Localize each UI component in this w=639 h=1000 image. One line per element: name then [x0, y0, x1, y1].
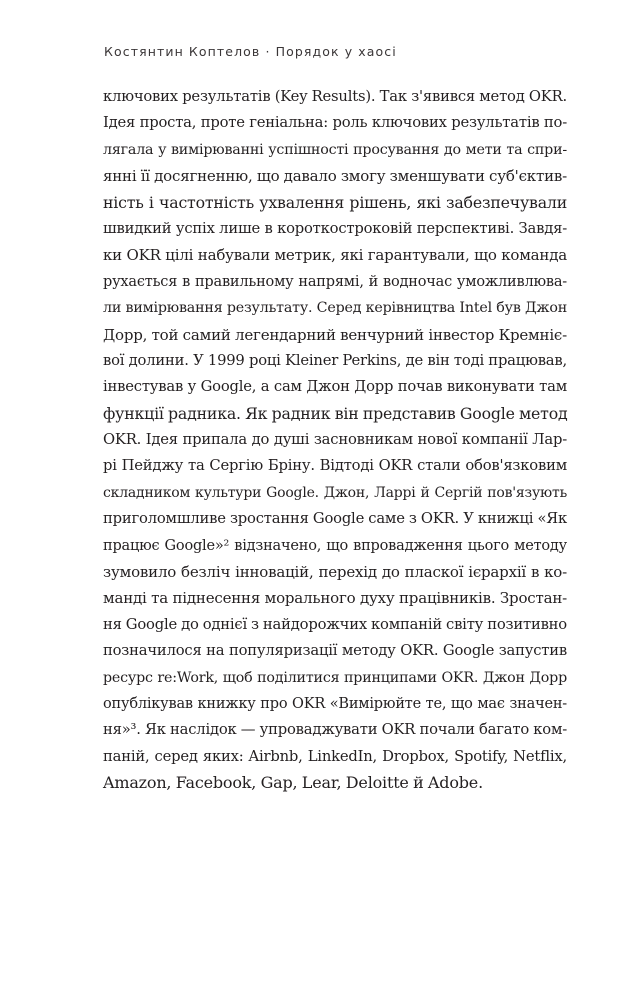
text-line-last: Amazon, Facebook, Gap, Lear, Deloitte й Adobe.: [103, 773, 483, 793]
text-line: ки OKR цілі набували метрик, які гарантували, що команда: [103, 246, 567, 265]
text-line: інвестував у Google, а сам Джон Дорр почав виконувати там: [103, 378, 567, 396]
text-line: рі Пейджу та Сергію Бріну. Відтоді OKR стали обов'язковим: [103, 457, 567, 475]
text-line: паній, серед яких: Airbnb, LinkedIn, Dropbox, Spotify, Netflix,: [103, 747, 567, 765]
text-line: манді та піднесення морального духу працівників. Зростан-: [103, 589, 567, 608]
text-line: янні її досягненню, що давало змогу зменшувати суб'єктив-: [103, 167, 567, 186]
text-line: OKR. Ідея припала до душі засновникам нової компанії Лар-: [103, 431, 567, 449]
text-line: позначилося на популяризації методу OKR. Google запустив: [103, 642, 567, 660]
text-line: ня»³. Як наслідок — упроваджувати OKR почали багато ком-: [103, 721, 567, 739]
text-line: приголомшливе зростання Google саме з OKR. У книжці «Як: [103, 510, 567, 528]
text-line: Дорр, той самий легендарний венчурний інвестор Кремніє-: [103, 325, 567, 344]
text-line: вої долини. У 1999 році Kleiner Perkins, де він тоді працював,: [103, 351, 567, 369]
text-line: працює Google»² відзначено, що впровадження цього методу: [103, 537, 567, 554]
text-line: зумовило безліч інновацій, перехід до пласкої ієрархії в ко-: [103, 563, 567, 582]
text-line: ресурс re:Work, щоб поділитися принципами OKR. Джон Дорр: [103, 669, 567, 686]
text-line: складником культури Google. Джон, Ларрі й Сергій пов'язують: [103, 484, 567, 501]
text-line: опублікував книжку про OKR «Вимірюйте те, що має значен-: [103, 695, 567, 712]
text-line: Ідея проста, проте геніальна: роль ключових результатів по-: [103, 114, 567, 132]
text-line: рухається в правильному напрямі, й водночас уможливлюва-: [103, 273, 567, 290]
text-line: ність і частотність ухвалення рішень, які забезпечували: [103, 192, 567, 212]
text-line: ли вимірювання результату. Серед керівництва Intel був Джон: [103, 300, 567, 317]
text-line: ня Google до однієї з найдорожчих компаній світу позитивно: [103, 615, 567, 633]
text-line: ключових результатів (Key Results). Так з'явився метод OKR.: [103, 88, 567, 105]
text-line: функції радника. Як радник він представив Google метод: [103, 403, 568, 423]
text-line: швидкий успіх лише в короткостроковій перспективі. Завдя-: [103, 219, 567, 237]
body-text: [103, 84, 567, 797]
text-line: лягала у вимірюванні успішності просування до мети та спри-: [103, 141, 567, 158]
running-head: Костянтин Коптелов · Порядок у хаосі: [104, 44, 397, 59]
